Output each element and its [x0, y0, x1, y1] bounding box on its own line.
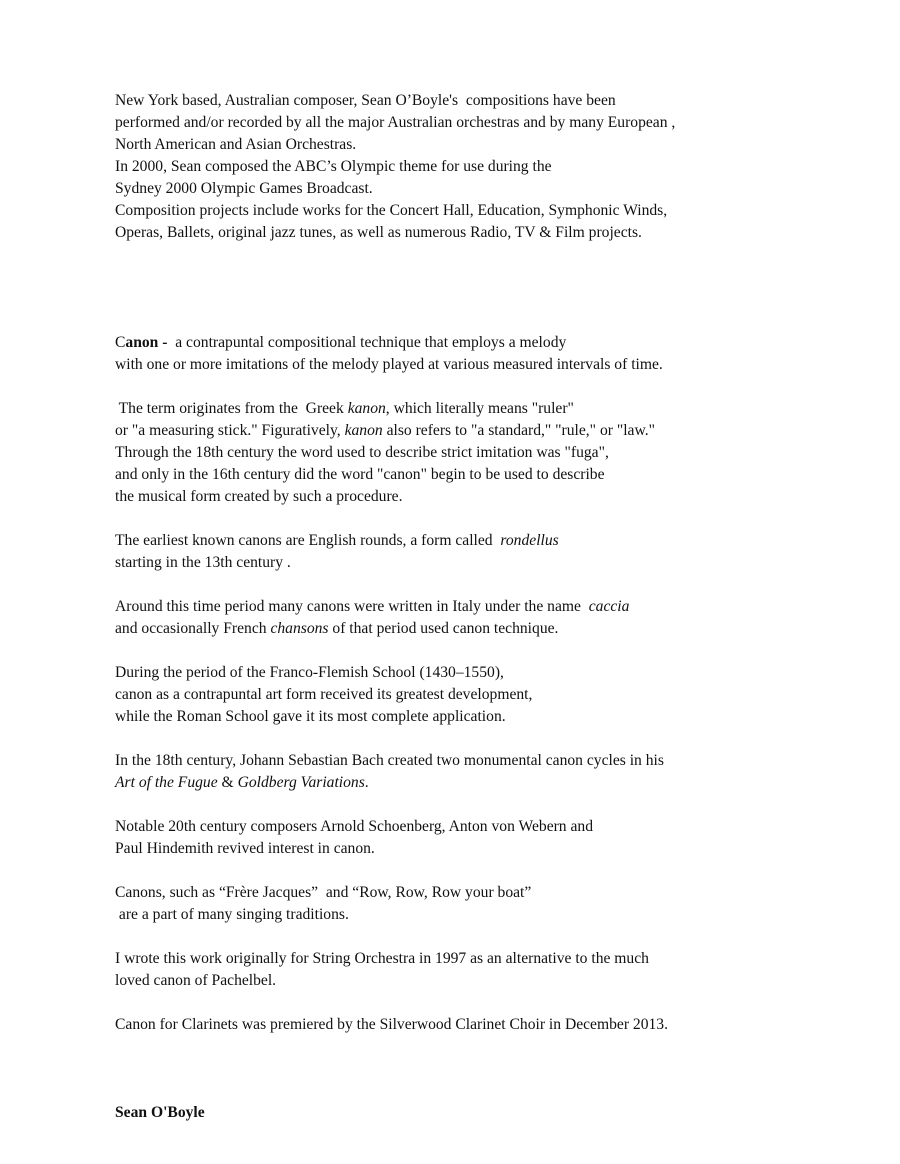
- earliest-paragraph: [115, 530, 805, 574]
- italic-term: kanon: [344, 422, 383, 439]
- signature: [115, 1102, 805, 1124]
- work-line: loved canon of Pachelbel.: [115, 972, 277, 989]
- bach-line: In the 18th century, Johann Sebastian Bach created two monumental canon cycles in his: [115, 752, 664, 769]
- modern-line: Paul Hindemith revived interest in canon.: [115, 840, 375, 857]
- franco-line: canon as a contrapuntal art form received its greatest development,: [115, 686, 533, 703]
- bio-line: performed and/or recorded by all the major Australian orchestras and by many European ,: [115, 114, 676, 131]
- bio-line: New York based, Australian composer, Sean O’Boyle's compositions have been: [115, 92, 616, 109]
- bio-line: Composition projects include works for the Concert Hall, Education, Symphonic Winds,: [115, 202, 668, 219]
- rounds-line: Canons, such as “Frère Jacques” and “Row, Row, Row your boat”: [115, 884, 532, 901]
- rounds-line: are a part of many singing traditions.: [115, 906, 349, 923]
- origin-line: [115, 398, 805, 420]
- italic-term: rondellus: [500, 532, 559, 549]
- origin-line: and only in the 16th century did the word "canon" begin to be used to describe: [115, 466, 605, 483]
- work-line: I wrote this work originally for String Orchestra in 1997 as an alternative to the much: [115, 950, 649, 967]
- bio-paragraph: [115, 90, 805, 244]
- italic-title: Goldberg Variations: [237, 774, 365, 791]
- term-heading: anon -: [125, 334, 172, 351]
- definition-text: a contrapuntal compositional technique that employs a melody: [171, 334, 567, 351]
- modern-paragraph: [115, 816, 805, 860]
- work-paragraph: [115, 948, 805, 992]
- text-run: of that period used canon technique.: [328, 620, 559, 637]
- text-run: &: [217, 774, 238, 791]
- franco-line: During the period of the Franco-Flemish School (1430–1550),: [115, 664, 504, 681]
- definition-line: with one or more imitations of the melody played at various measured intervals of time.: [115, 356, 663, 373]
- earliest-line: [115, 530, 805, 552]
- rounds-paragraph: [115, 882, 805, 926]
- canon-definition: [115, 332, 805, 376]
- italic-term: caccia: [588, 598, 630, 615]
- earliest-line: starting in the 13th century .: [115, 554, 291, 571]
- text-run: .: [364, 774, 369, 791]
- text-run: The earliest known canons are English rounds, a form called: [115, 532, 501, 549]
- text-run: and occasionally French: [115, 620, 271, 637]
- text-run: Around this time period many canons were written in Italy under the name: [115, 598, 589, 615]
- bach-paragraph: [115, 750, 805, 794]
- author-name: Sean O'Boyle: [115, 1104, 205, 1121]
- bio-line: Operas, Ballets, original jazz tunes, as well as numerous Radio, TV & Film projects.: [115, 224, 642, 241]
- franco-flemish-paragraph: [115, 662, 805, 728]
- franco-line: while the Roman School gave it its most complete application.: [115, 708, 506, 725]
- bio-line: In 2000, Sean composed the ABC’s Olympic theme for use during the: [115, 158, 552, 175]
- bach-line: [115, 772, 805, 794]
- premiere-paragraph: [115, 1014, 805, 1036]
- term-initial: C: [115, 334, 126, 351]
- text-run: , which literally means "ruler": [385, 400, 574, 417]
- premiere-line: Canon for Clarinets was premiered by the Silverwood Clarinet Choir in December 2013.: [115, 1016, 669, 1033]
- bio-line: Sydney 2000 Olympic Games Broadcast.: [115, 180, 373, 197]
- origin-line: the musical form created by such a procedure.: [115, 488, 403, 505]
- bio-line: North American and Asian Orchestras.: [115, 136, 357, 153]
- text-run: or "a measuring stick." Figuratively,: [115, 422, 345, 439]
- text-run: The term originates from the Greek: [115, 400, 348, 417]
- origin-line: Through the 18th century the word used to describe strict imitation was "fuga",: [115, 444, 609, 461]
- origin-paragraph: [115, 398, 805, 508]
- italic-title: Art of the Fugue: [115, 774, 218, 791]
- italic-term: chansons: [270, 620, 329, 637]
- italy-line: [115, 596, 805, 618]
- definition-line: [115, 332, 805, 354]
- modern-line: Notable 20th century composers Arnold Schoenberg, Anton von Webern and: [115, 818, 594, 835]
- document-page: [115, 90, 805, 1124]
- origin-line: [115, 420, 805, 442]
- text-run: also refers to "a standard," "rule," or "law.": [382, 422, 655, 439]
- italy-line: [115, 618, 805, 640]
- italic-term: kanon: [347, 400, 386, 417]
- italy-paragraph: [115, 596, 805, 640]
